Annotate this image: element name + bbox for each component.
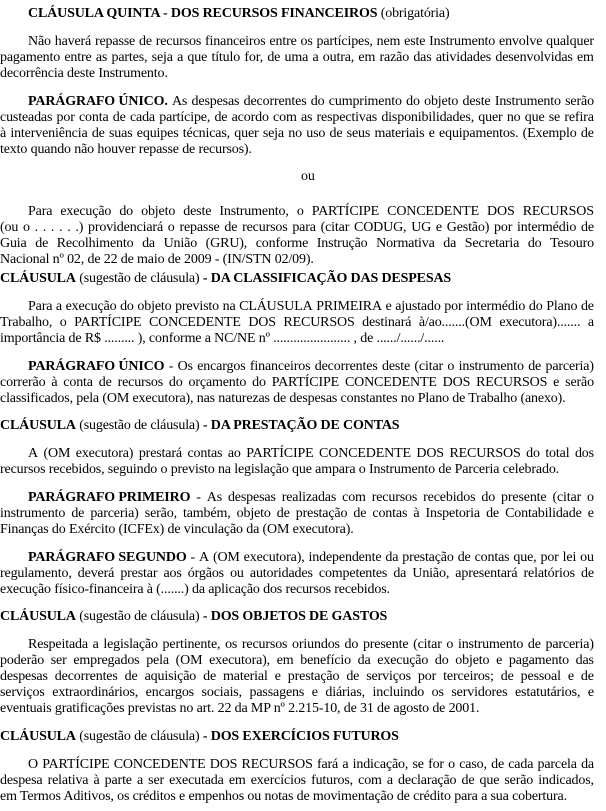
body-line: em Termos Aditivos, os créditos e empenhos ou notas de movimentação de crédito para a sua cobertura. (0, 789, 567, 804)
body-line: custeadas por conta de cada partícipe, de acordo com as respectivas disponibilidades, quer no que se refira (0, 110, 594, 125)
first-paragraph-line: PARÁGRAFO PRIMEIRO - As despesas realizadas com recursos recebidos do presente (citar o (28, 490, 594, 505)
body-line: texto quando não houver repasse de recursos). (0, 142, 252, 157)
body-line: poderão ser empregados pela (OM executora), em benefício da execução do objeto e pagamento das (0, 653, 594, 668)
body-line: Guia de Recolhimento da União (GRU), conforme Instrução Normativa da Secretaria do Tesouro (0, 236, 594, 251)
body-line: execução físico-financeira à (.......) da aplicação dos recursos recebidos. (0, 582, 390, 597)
body-line: eventuais gratificações previstas no art. 22 da MP nº 2.215-10, de 31 de agosto de 2001. (0, 701, 480, 716)
body-line: classificados, pela (OM executora), nas naturezas de despesas constantes no Plano de Trabalho (anexo). (0, 391, 566, 406)
sole-paragraph-line: PARÁGRAFO ÚNICO - Os encargos financeiros decorrentes deste (citar o instrumento de parceria) (28, 359, 594, 374)
clause-five-heading: CLÁUSULA QUINTA - DOS RECURSOS FINANCEIROS (obrigatória) (28, 6, 450, 21)
body-line: decorrência deste Instrumento. (0, 66, 168, 81)
body-line: Nacional nº 02, de 22 de maio de 2009 - (IN/STN 02/09). (0, 252, 314, 267)
body-line: Respeitada a legislação pertinente, os recursos oriundos do presente (citar o instrumento de parceria) (28, 637, 594, 652)
body-line: Não haverá repasse de recursos financeiros entre os partícipes, nem este Instrumento envolve qualquer (28, 34, 594, 49)
body-line: instrumento de parceria) serão, também, objeto de prestação de contas à Inspetoria de Contabilidade e (0, 506, 594, 521)
body-line: correrão à conta de recursos do orçamento do PARTÍCIPE CONCEDENTE DOS RECURSOS e serão (0, 375, 594, 390)
clause-future-years-heading: CLÁUSULA (sugestão de cláusula) - DOS EXERCÍCIOS FUTUROS (0, 729, 399, 744)
body-line: O PARTÍCIPE CONCEDENTE DOS RECURSOS fará a indicação, se for o caso, de cada parcela da (28, 757, 594, 772)
separator-or: ou (301, 169, 315, 184)
body-line: Para execução do objeto deste Instrumento, o PARTÍCIPE CONCEDENTE DOS RECURSOS (28, 204, 594, 219)
body-line: Para a execução do objeto previsto na CLÁUSULA PRIMEIRA e ajustado por intermédio do Plano de (28, 299, 594, 314)
body-line: recursos recebidos, seguindo o previsto na legislação que ampara o Instrumento de Parceria celebrado. (0, 462, 560, 477)
body-line: Trabalho, o PARTÍCIPE CONCEDENTE DOS RECURSOS destinará à/ao.......(OM executora)....... a (0, 315, 594, 330)
sole-paragraph-line: PARÁGRAFO ÚNICO. As despesas decorrentes do cumprimento do objeto deste Instrumento serão (28, 94, 594, 109)
body-line: despesas decorrentes de aquisição de material e prestação de serviços por terceiros; de pessoal e de (0, 669, 594, 684)
clause-spending-objects-heading: CLÁUSULA (sugestão de cláusula) - DOS OBJETOS DE GASTOS (0, 609, 388, 624)
clause-classification-heading: CLÁUSULA (sugestão de cláusula) - DA CLASSIFICAÇÃO DAS DESPESAS (0, 271, 452, 286)
body-line: à interveniência de suas equipes técnicas, quer seja no uso de seus materiais e equipamentos. (Exemplo de (0, 126, 594, 141)
clause-accountability-heading: CLÁUSULA (sugestão de cláusula) - DA PRESTAÇÃO DE CONTAS (0, 418, 400, 433)
body-line: A (OM executora) prestará contas ao PARTÍCIPE CONCEDENTE DOS RECURSOS do total dos (28, 446, 594, 461)
body-line: (ou o . . . . . .) providenciará o repasse de recursos para (citar CODUG, UG e Gestão) por intermédio de (0, 220, 594, 235)
body-line: despesa relativa à parte a ser executada em exercícios futuros, com a declaração de que serão indicados, (0, 773, 594, 788)
second-paragraph-line: PARÁGRAFO SEGUNDO - A (OM executora), independente da prestação de contas que, por lei ou (28, 550, 594, 565)
body-line: importância de R$ ......... ), conforme a NC/NE nº ....................... , de ....../....../...... (0, 331, 445, 346)
body-line: serviços extraordinários, encargos sociais, passagens e diárias, incluindo os servidores estatutários, e (0, 685, 594, 700)
body-line: regulamento, deverá prestar aos órgãos ou autoridades competentes da União, apresentará relatórios de (0, 566, 594, 581)
body-line: Finanças do Exército (ICFEx) de vinculação da (OM executora). (0, 522, 354, 537)
body-line: pagamento entre as partes, seja a que título for, de uma a outra, em razão das atividades desenvolvidas em (0, 50, 594, 65)
